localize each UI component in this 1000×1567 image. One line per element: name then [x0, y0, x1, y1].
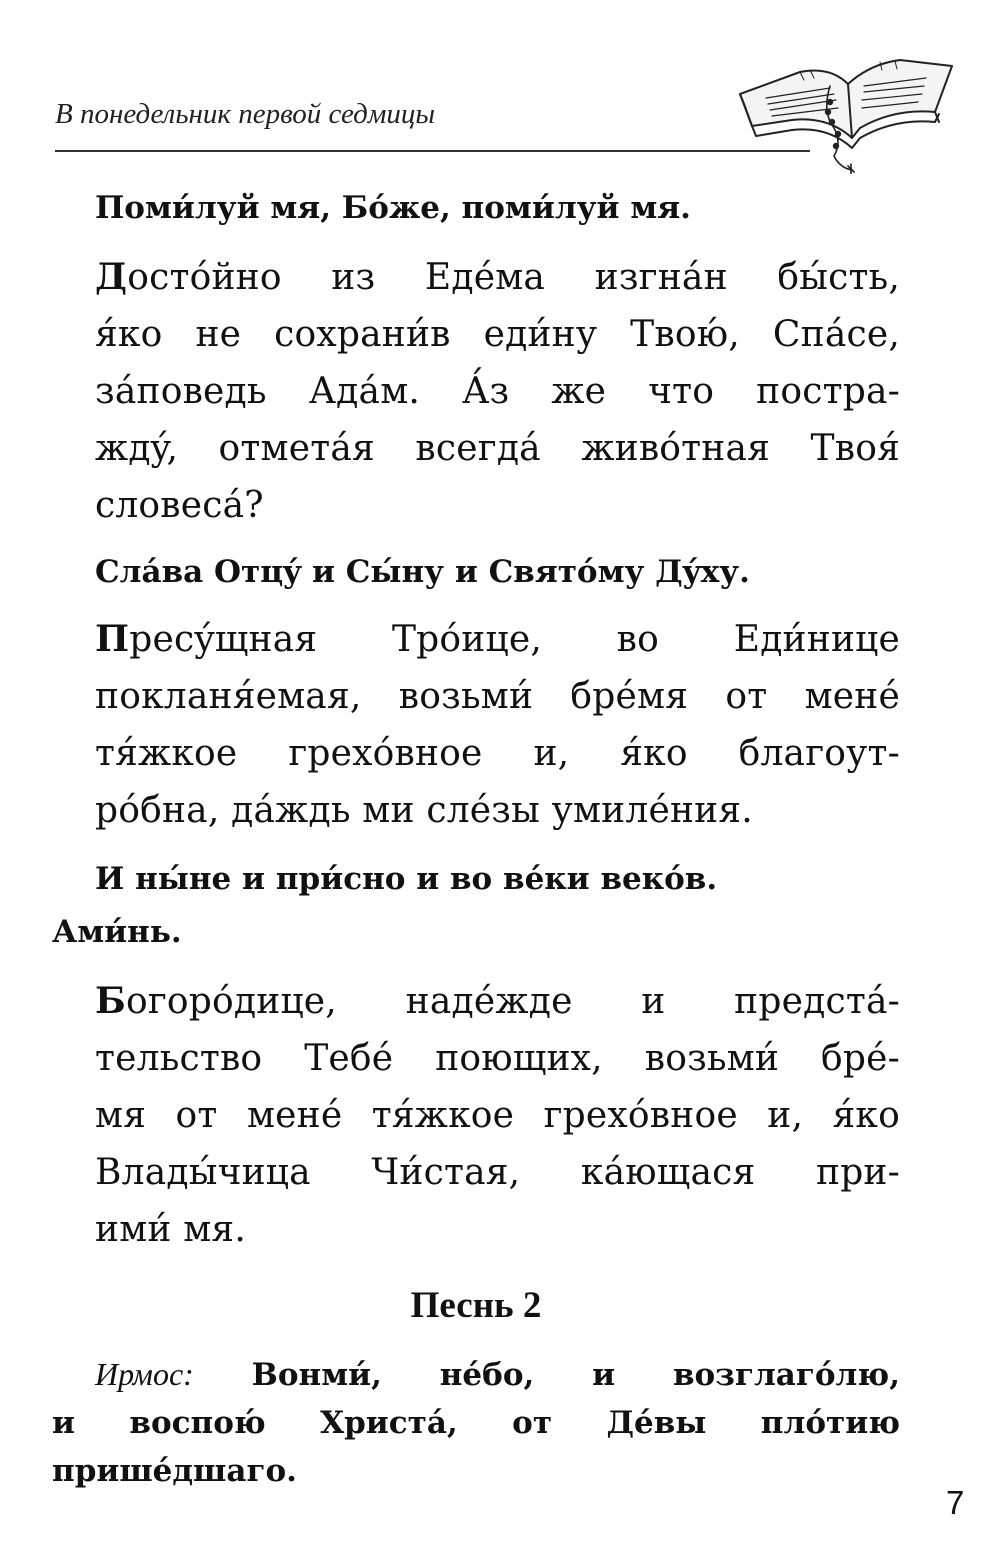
- paragraph-line: покланя́емая, возьми́ брéмя от менé: [95, 676, 900, 717]
- paragraph-line: [52, 611, 900, 668]
- paragraph-line-text: Вонми́, нéбо, и возглагóлю,: [251, 1357, 900, 1393]
- prayer-text-body: [52, 182, 900, 1495]
- theotokion-paragraph: [52, 973, 900, 1258]
- page-number: 7: [946, 1484, 965, 1521]
- paragraph-line: [52, 249, 900, 306]
- paragraph-line-text: остóйно из Едéма изгнáн бы́сть,: [127, 257, 900, 298]
- ode-heading: Песнь 2: [410, 1285, 542, 1326]
- paragraph-line-text: огорóдице, надéжде и предстá-: [125, 981, 900, 1022]
- paragraph-line: пришéдшаго.: [52, 1453, 297, 1489]
- running-header-title: В понедельник первой седмицы: [55, 98, 436, 130]
- open-book-with-rosary-icon: [730, 42, 960, 174]
- paragraph-line: зáповедь Адáм. А́з же что постра-: [95, 371, 900, 412]
- paragraph-line: ждý, отметáя всегдá живóтная Твоя́: [95, 428, 900, 469]
- drop-cap-letter: П: [95, 618, 130, 660]
- paragraph-line: ими́ мя.: [95, 1209, 246, 1250]
- paragraph-line-text: ресýщная Трóице, во Еди́нице: [129, 619, 900, 660]
- refrain-line: Ами́нь.: [52, 914, 182, 950]
- irmos-paragraph: [52, 1350, 900, 1495]
- paragraph-line: тельство Тебé поющих, возьми́ брé-: [95, 1038, 900, 1079]
- drop-cap-letter: Д: [95, 256, 128, 298]
- irmos-label: Ирмос:: [95, 1356, 194, 1392]
- troparion-paragraph-2: [52, 611, 900, 839]
- paragraph-line: и воспою́ Христá, от Дéвы плóтию: [52, 1405, 900, 1441]
- paragraph-line: Влады́чица Чи́стая, кáющася при-: [95, 1152, 900, 1193]
- refrain-line: И ны́не и при́сно и во вéки векóв.: [95, 861, 718, 897]
- paragraph-line: [52, 1350, 900, 1399]
- header-divider: [55, 150, 810, 152]
- paragraph-line: рóбна, дáждь ми слéзы умилéния.: [95, 790, 753, 831]
- drop-cap-letter: Б: [95, 980, 126, 1022]
- paragraph-line: я́ко не сохрани́в еди́ну Твою́, Спáсе,: [95, 314, 900, 355]
- refrain-glory: Слáва Отцý и Сы́ну и Святóму Дýху.: [95, 554, 750, 590]
- paragraph-line: мя от менé тя́жкое грехóвное и, я́ко: [95, 1095, 900, 1136]
- paragraph-line: [52, 973, 900, 1030]
- paragraph-line: тя́жкое грехóвное и, я́ко благоут-: [95, 733, 900, 774]
- troparion-paragraph-1: [52, 249, 900, 534]
- paragraph-line: словесá?: [95, 485, 264, 526]
- refrain-have-mercy: Поми́луй мя, Бо́же, поми́луй мя.: [95, 190, 691, 226]
- refrain-now-and-ever: [52, 853, 900, 959]
